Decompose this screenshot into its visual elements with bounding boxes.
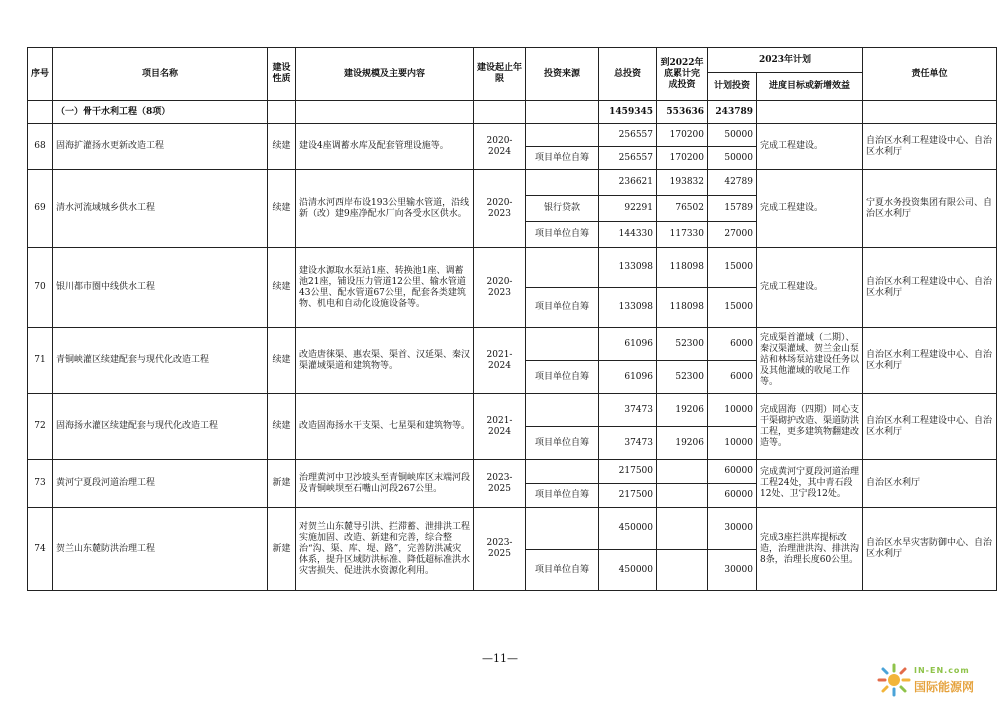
project-seq: 74 (28, 508, 53, 591)
fund-source (526, 508, 599, 550)
fund-cumulative (657, 484, 708, 508)
fund-source: 项目单位自筹 (526, 484, 599, 508)
project-seq: 70 (28, 248, 53, 328)
project-progress: 完成固海（四期）同心支干渠砌护改造、渠道防洪工程，更多建筑物翻建改造等。 (757, 394, 863, 460)
project-scale: 改造唐徕渠、惠农渠、渠首、汉延渠、秦汉渠灌域渠道和建筑物等。 (296, 328, 474, 394)
fund-total: 144330 (599, 222, 657, 248)
project-nature: 新建 (268, 460, 296, 508)
fund-cumulative: 170200 (657, 124, 708, 147)
header-plan2023: 2023年计划 (708, 48, 863, 73)
fund-source: 项目单位自筹 (526, 288, 599, 328)
table-row (28, 170, 997, 196)
table-row (28, 328, 997, 361)
project-seq: 71 (28, 328, 53, 394)
project-name: 银川都市圈中线供水工程 (53, 248, 268, 328)
table-row (28, 248, 997, 288)
table-row (28, 394, 997, 427)
project-scale: 建设4座调蓄水库及配套管理设施等。 (296, 124, 474, 170)
fund-plan: 42789 (708, 170, 757, 196)
project-name: 清水河流域城乡供水工程 (53, 170, 268, 248)
fund-plan: 15789 (708, 196, 757, 222)
project-table (27, 47, 997, 591)
project-progress: 完成3座拦洪库提标改造，治理泄洪沟、排洪沟8条，治理长度60公里。 (757, 508, 863, 591)
project-unit: 自治区水利工程建设中心、自治区水利厅 (863, 248, 997, 328)
project-scale: 改造固海扬水干支渠、七星渠和建筑物等。 (296, 394, 474, 460)
fund-source: 项目单位自筹 (526, 427, 599, 460)
project-years: 2020-2024 (474, 124, 526, 170)
fund-cumulative: 52300 (657, 361, 708, 394)
sun-logo-icon (876, 662, 912, 698)
header-unit: 责任单位 (863, 48, 997, 101)
project-unit: 自治区水旱灾害防御中心、自治区水利厅 (863, 508, 997, 591)
fund-cumulative (657, 550, 708, 591)
header-plan-invest: 计划投资 (708, 73, 757, 101)
header-nature: 建设性质 (268, 48, 296, 101)
project-name: 青铜峡灌区续建配套与现代化改造工程 (53, 328, 268, 394)
header-scale: 建设规模及主要内容 (296, 48, 474, 101)
project-seq: 73 (28, 460, 53, 508)
project-progress: 完成工程建设。 (757, 124, 863, 170)
project-years: 2020-2023 (474, 248, 526, 328)
fund-source (526, 460, 599, 484)
project-years: 2021-2024 (474, 394, 526, 460)
fund-total: 450000 (599, 508, 657, 550)
project-years: 2023-2025 (474, 460, 526, 508)
section-cumulative: 553636 (657, 101, 708, 124)
watermark (876, 660, 996, 702)
project-nature: 续建 (268, 248, 296, 328)
fund-total: 256557 (599, 147, 657, 170)
header-years: 建设起止年限 (474, 48, 526, 101)
project-years: 2020-2023 (474, 170, 526, 248)
fund-plan: 10000 (708, 394, 757, 427)
project-name: 黄河宁夏段河道治理工程 (53, 460, 268, 508)
fund-total: 217500 (599, 460, 657, 484)
watermark-line2: 国际能源网 (914, 680, 975, 694)
fund-cumulative: 193832 (657, 170, 708, 196)
project-years: 2021-2024 (474, 328, 526, 394)
project-name: 贺兰山东麓防洪治理工程 (53, 508, 268, 591)
fund-plan: 50000 (708, 147, 757, 170)
fund-total: 37473 (599, 427, 657, 460)
fund-cumulative: 170200 (657, 147, 708, 170)
project-years: 2023-2025 (474, 508, 526, 591)
header-total: 总投资 (599, 48, 657, 101)
project-nature: 续建 (268, 328, 296, 394)
fund-cumulative: 118098 (657, 288, 708, 328)
project-unit: 自治区水利工程建设中心、自治区水利厅 (863, 394, 997, 460)
header-progress: 进度目标或新增效益 (757, 73, 863, 101)
header-source: 投资来源 (526, 48, 599, 101)
fund-source: 项目单位自筹 (526, 222, 599, 248)
section-total: 1459345 (599, 101, 657, 124)
project-scale: 沿清水河西岸布设193公里输水管道，沿线新（改）建9座净配水厂向各受水区供水。 (296, 170, 474, 248)
project-nature: 续建 (268, 170, 296, 248)
fund-cumulative: 52300 (657, 328, 708, 361)
project-scale: 建设水源取水泵站1座、转换池1座、调蓄池21座，铺设压力管道12公里、输水管道43公里、配水管道67公里，配套各类建筑物、机电和自动化设施设备等。 (296, 248, 474, 328)
fund-total: 236621 (599, 170, 657, 196)
fund-cumulative (657, 460, 708, 484)
fund-plan: 10000 (708, 427, 757, 460)
table-row (28, 508, 997, 550)
header-name: 项目名称 (53, 48, 268, 101)
fund-source: 银行贷款 (526, 196, 599, 222)
fund-plan: 30000 (708, 508, 757, 550)
project-scale: 治理黄河中卫沙坡头至青铜峡库区末端河段及青铜峡坝至石嘴山河段267公里。 (296, 460, 474, 508)
fund-source (526, 248, 599, 288)
fund-source (526, 394, 599, 427)
fund-cumulative: 19206 (657, 394, 708, 427)
project-name: 固海扩灌扬水更新改造工程 (53, 124, 268, 170)
section-title: （一）骨干水利工程（8项） (53, 101, 268, 124)
fund-plan: 6000 (708, 361, 757, 394)
fund-plan: 15000 (708, 248, 757, 288)
project-progress: 完成工程建设。 (757, 248, 863, 328)
section-plan: 243789 (708, 101, 757, 124)
fund-source (526, 328, 599, 361)
fund-total: 217500 (599, 484, 657, 508)
fund-total: 133098 (599, 288, 657, 328)
table-row (28, 124, 997, 147)
fund-plan: 6000 (708, 328, 757, 361)
fund-cumulative (657, 508, 708, 550)
project-scale: 对贺兰山东麓导引洪、拦滞蓄、泄排洪工程实施加固、改造、新建和完善，综合整治“沟、渠、库、堤、路”，完善防洪减灾体系，提升区域防洪标准、降低超标准洪水灾害损失、促进洪水资源化利用。 (296, 508, 474, 591)
header-cumulative: 到2022年底累计完成投资 (657, 48, 708, 101)
fund-source: 项目单位自筹 (526, 550, 599, 591)
project-unit: 宁夏水务投资集团有限公司、自治区水利厅 (863, 170, 997, 248)
page-number: —11— (482, 652, 518, 665)
fund-source: 项目单位自筹 (526, 361, 599, 394)
fund-total: 61096 (599, 328, 657, 361)
project-unit: 自治区水利厅 (863, 460, 997, 508)
project-unit: 自治区水利工程建设中心、自治区水利厅 (863, 124, 997, 170)
fund-total: 256557 (599, 124, 657, 147)
fund-total: 92291 (599, 196, 657, 222)
fund-total: 37473 (599, 394, 657, 427)
project-progress: 完成工程建设。 (757, 170, 863, 248)
fund-cumulative: 76502 (657, 196, 708, 222)
section-row (28, 101, 997, 124)
fund-cumulative: 118098 (657, 248, 708, 288)
fund-source (526, 124, 599, 147)
project-name: 固海扬水灌区续建配套与现代化改造工程 (53, 394, 268, 460)
fund-cumulative: 19206 (657, 427, 708, 460)
fund-total: 61096 (599, 361, 657, 394)
fund-plan: 27000 (708, 222, 757, 248)
project-unit: 自治区水利工程建设中心、自治区水利厅 (863, 328, 997, 394)
project-progress: 完成渠首灌域（二期）、秦汉渠灌域、贺兰金山泵站和林场泵站建设任务以及其他灌域的收尾工作等。 (757, 328, 863, 394)
project-seq: 68 (28, 124, 53, 170)
fund-plan: 30000 (708, 550, 757, 591)
project-nature: 续建 (268, 394, 296, 460)
project-seq: 69 (28, 170, 53, 248)
project-seq: 72 (28, 394, 53, 460)
project-progress: 完成黄河宁夏段河道治理工程24处，其中青石段12处、卫宁段12处。 (757, 460, 863, 508)
project-nature: 续建 (268, 124, 296, 170)
fund-plan: 60000 (708, 484, 757, 508)
table-row (28, 460, 997, 484)
fund-total: 450000 (599, 550, 657, 591)
fund-plan: 15000 (708, 288, 757, 328)
fund-source: 项目单位自筹 (526, 147, 599, 170)
fund-total: 133098 (599, 248, 657, 288)
fund-plan: 50000 (708, 124, 757, 147)
fund-source (526, 170, 599, 196)
watermark-line1: IN-EN.com (914, 666, 970, 675)
fund-cumulative: 117330 (657, 222, 708, 248)
project-nature: 新建 (268, 508, 296, 591)
header-seq: 序号 (28, 48, 53, 101)
fund-plan: 60000 (708, 460, 757, 484)
